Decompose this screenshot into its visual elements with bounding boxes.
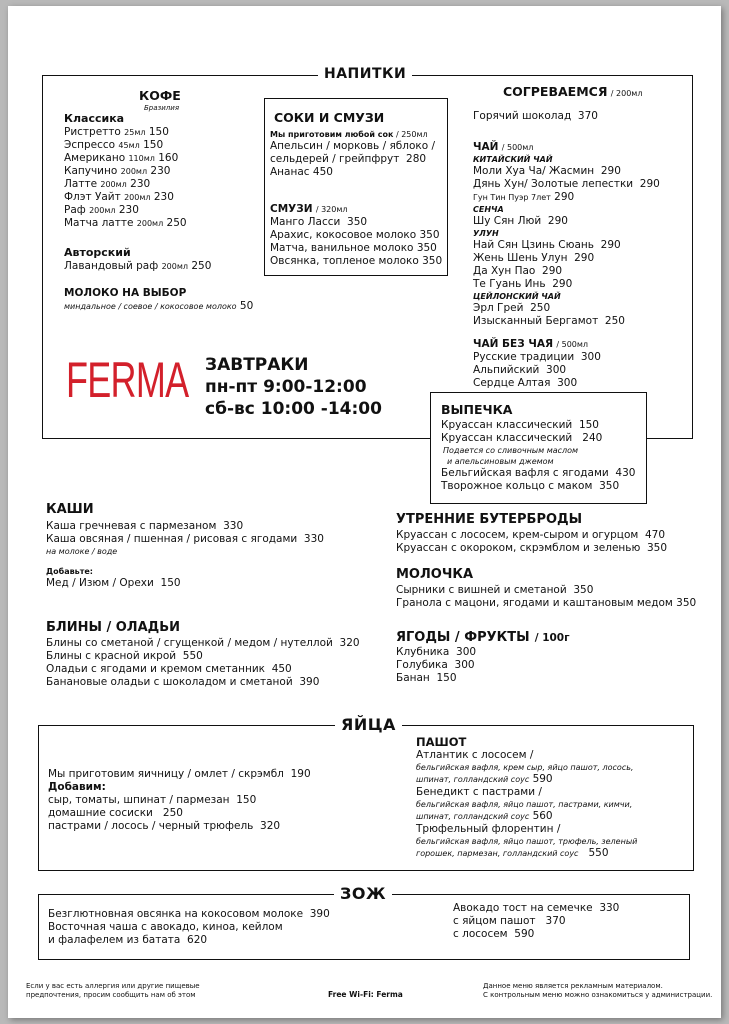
poached-item-desc: шпинат, голландский соус 590 — [416, 773, 553, 785]
dairy-title: МОЛОЧКА — [396, 567, 474, 582]
pancakes-title: БЛИНЫ / ОЛАДЬИ — [46, 620, 181, 635]
juices-line-2: сельдерей / грейпфрут 280 — [270, 153, 427, 165]
footer-allergy-line: предпочтения, просим сообщить нам об этом — [26, 991, 196, 999]
eggs-add-item: пастрами / лосось / черный трюфель 320 — [48, 820, 281, 832]
coffee-author-item: Лавандовый раф 200мл 250 — [64, 260, 212, 272]
breakfast-weekdays: пн-пт 9:00-12:00 — [205, 377, 367, 397]
porridge-section — [46, 502, 324, 590]
tea-item: Моли Хуа Ча/ Жасмин 290 — [473, 165, 621, 177]
poached-title: ПАШОТ — [416, 735, 467, 749]
coffee-item: Флэт Уайт 200мл 230 — [64, 191, 174, 203]
hot-chocolate: Горячий шоколад 370 — [473, 110, 598, 122]
poached-item-desc: бельгийская вафля, яйцо пашот, трюфель, зеленый — [416, 837, 638, 846]
dairy-section — [396, 567, 696, 610]
pancake-item: Оладьи с ягодами и кремом сметанник 450 — [46, 663, 292, 675]
porridge-item: Каша гречневая с пармезаном 330 — [46, 520, 244, 532]
smoothie-item: Манго Ласси 350 — [270, 216, 368, 228]
coffee-item: Раф 200мл 230 — [64, 204, 139, 216]
milk-item: миндальное / соевое / кокосовое молоко 50 — [64, 300, 254, 312]
pancakes-section — [46, 620, 360, 689]
bakery-item: Творожное кольцо с маком 350 — [441, 480, 620, 492]
tea-item: Жень Шень Улун 290 — [473, 252, 595, 264]
smoothie-title: СМУЗИ / 320мл — [270, 203, 348, 215]
footer-allergy-line: Если у вас есть аллергия или другие пищевые — [26, 982, 200, 990]
notea-item: Альпийский 300 — [473, 364, 567, 376]
coffee-item: Эспрессо 45мл 150 — [64, 139, 164, 151]
coffee-author-title: Авторский — [64, 246, 131, 259]
notea-item: Сердце Алтая 300 — [473, 377, 578, 389]
footer-notice-line: Данное меню является рекламным материалом. — [483, 982, 663, 990]
tea-ulun-label: УЛУН — [473, 229, 499, 238]
tea-item: Да Хун Пао 290 — [473, 265, 563, 277]
poached-column — [416, 735, 637, 860]
juices-title: СОКИ И СМУЗИ — [274, 110, 385, 125]
healthy-item: Авокадо тост на семечке 330 — [453, 902, 620, 914]
tea-chinese-label: КИТАЙСКИЙ ЧАЙ — [473, 155, 553, 164]
healthy-left — [48, 908, 330, 947]
healthy-item: и фалафелем из батата 620 — [48, 934, 208, 946]
berry-item: Банан 150 — [396, 672, 457, 684]
eggs-main-item: Мы приготовим яичницу / омлет / скрэмбл 190 — [48, 768, 311, 780]
footer-allergy — [26, 982, 200, 1000]
milk-title: МОЛОКО НА ВЫБОР — [64, 287, 187, 299]
footer-wifi: Free Wi-Fi: Ferma — [328, 990, 403, 999]
dairy-item: Гранола с мацони, ягодами и каштановым медом 350 — [396, 597, 697, 609]
sandwiches-section — [396, 512, 667, 555]
bakery-title: ВЫПЕЧКА — [441, 402, 513, 417]
berries-section — [396, 626, 570, 685]
healthy-item: Безглютновная овсянка на кокосовом молоке 390 — [48, 908, 330, 920]
healthy-item: Восточная чаша с авокадо, киноа, кейлом — [48, 921, 283, 933]
tea-item: Дянь Хун/ Золотые лепестки 290 — [473, 178, 660, 190]
porridge-add: Мед / Изюм / Орехи 150 — [46, 577, 181, 589]
healthy-item: с яйцом пашот 370 — [453, 915, 566, 927]
breakfast-hours — [205, 354, 382, 420]
menu-page — [8, 6, 721, 1018]
eggs-main — [48, 768, 311, 833]
eggs-add-item: домашние сосиски 250 — [48, 807, 183, 819]
juices-pineapple: Ананас 450 — [270, 166, 333, 178]
eggs-add-item: сыр, томаты, шпинат / пармезан 150 — [48, 794, 257, 806]
coffee-item: Американо 110мл 160 — [64, 152, 179, 164]
healthy-right — [453, 902, 619, 941]
porridge-add-title: Добавьте: — [46, 567, 93, 576]
coffee-origin: Бразилия — [144, 104, 180, 112]
sandwiches-title: УТРЕННИЕ БУТЕРБРОДЫ — [396, 512, 583, 527]
poached-item-name: Атлантик с лососем / — [416, 749, 534, 761]
tea-title: ЧАЙ / 500мл — [473, 141, 534, 153]
bakery-item: Круассан классический 240 — [441, 432, 603, 444]
notea-item: Русские традиции 300 — [473, 351, 601, 363]
warm-title: СОГРЕВАЕМСЯ / 200мл — [503, 84, 643, 99]
healthy-title: ЗОЖ — [334, 886, 392, 902]
ferma-logo: FERMA — [66, 352, 189, 408]
sandwich-item: Круассан с окороком, скрэмблом и зеленью 350 — [396, 542, 668, 554]
coffee-item: Капучино 200мл 230 — [64, 165, 171, 177]
bakery-column — [441, 402, 635, 493]
tea-item: Эрл Грей 250 — [473, 302, 551, 314]
bakery-note: и апельсиновым джемом — [447, 457, 554, 466]
porridge-note: на молоке / воде — [46, 547, 118, 556]
footer-notice — [483, 982, 712, 1000]
smoothie-item: Арахис, кокосовое молоко 350 — [270, 229, 440, 241]
poached-item-name: Бенедикт с пастрами / — [416, 786, 542, 798]
coffee-item: Латте 200мл 230 — [64, 178, 151, 190]
juices-subtitle: Мы приготовим любой сок / 250мл — [270, 130, 428, 139]
drinks-title: НАПИТКИ — [318, 66, 412, 82]
tea-item: Най Сян Цзинь Сюань 290 — [473, 239, 621, 251]
coffee-title: КОФЕ — [139, 88, 181, 103]
berries-title: ЯГОДЫ / ФРУКТЫ / 100г — [396, 630, 570, 645]
tea-item: Гун Тин Пуэр 7лет 290 — [473, 191, 575, 203]
bakery-note: Подается со сливочным маслом — [443, 446, 579, 455]
eggs-add-title: Добавим: — [48, 781, 106, 793]
notea-title: ЧАЙ БЕЗ ЧАЯ / 500мл — [473, 338, 589, 350]
juices-line-1: Апельсин / морковь / яблоко / — [270, 140, 436, 152]
healthy-item: с лососем 590 — [453, 928, 535, 940]
poached-item-desc: бельгийская вафля, крем сыр, яйцо пашот, лосось, — [416, 763, 634, 772]
smoothie-item: Матча, ванильное молоко 350 — [270, 242, 437, 254]
footer-notice-line: С контрольным меню можно ознакомиться у администрации. — [483, 991, 713, 999]
pancake-item: Банановые оладьи с шоколадом и сметаной 390 — [46, 676, 320, 688]
bakery-item: Бельгийская вафля с ягодами 430 — [441, 467, 636, 479]
porridge-title: КАШИ — [46, 502, 94, 517]
sandwich-item: Круассан с лососем, крем-сыром и огурцом 470 — [396, 529, 666, 541]
coffee-item: Ристретто 25мл 150 — [64, 126, 169, 138]
breakfast-weekend: сб-вс 10:00 -14:00 — [205, 399, 382, 419]
poached-item-desc: бельгийская вафля, яйцо пашот, пастрами, кимчи, — [416, 800, 633, 809]
pancake-item: Блины со сметаной / сгущенкой / медом / нутеллой 320 — [46, 637, 360, 649]
poached-item-desc: горошек, пармезан, голландский соус 550 — [416, 847, 609, 859]
poached-item-desc: шпинат, голландский соус 560 — [416, 810, 553, 822]
porridge-item: Каша овсяная / пшенная / рисовая с ягодами 330 — [46, 533, 324, 545]
eggs-title: ЯЙЦА — [335, 717, 402, 733]
tea-item: Те Гуань Инь 290 — [473, 278, 573, 290]
bakery-item: Круассан классический 150 — [441, 419, 599, 431]
breakfast-title: ЗАВТРАКИ — [205, 355, 309, 375]
dairy-item: Сырники с вишней и сметаной 350 — [396, 584, 594, 596]
tea-sencha-label: СЕНЧА — [473, 205, 504, 214]
tea-item: Изысканный Бергамот 250 — [473, 315, 625, 327]
smoothie-item: Овсянка, топленое молоко 350 — [270, 255, 443, 267]
coffee-item: Матча латте 200мл 250 — [64, 217, 187, 229]
berry-item: Клубника 300 — [396, 646, 477, 658]
tea-item: Шу Сян Люй 290 — [473, 215, 568, 227]
pancake-item: Блины с красной икрой 550 — [46, 650, 203, 662]
coffee-classic-title: Классика — [64, 112, 125, 125]
poached-item-name: Трюфельный флорентин / — [416, 823, 561, 835]
tea-ceylon-label: ЦЕЙЛОНСКИЙ ЧАЙ — [473, 292, 561, 301]
berry-item: Голубика 300 — [396, 659, 475, 671]
